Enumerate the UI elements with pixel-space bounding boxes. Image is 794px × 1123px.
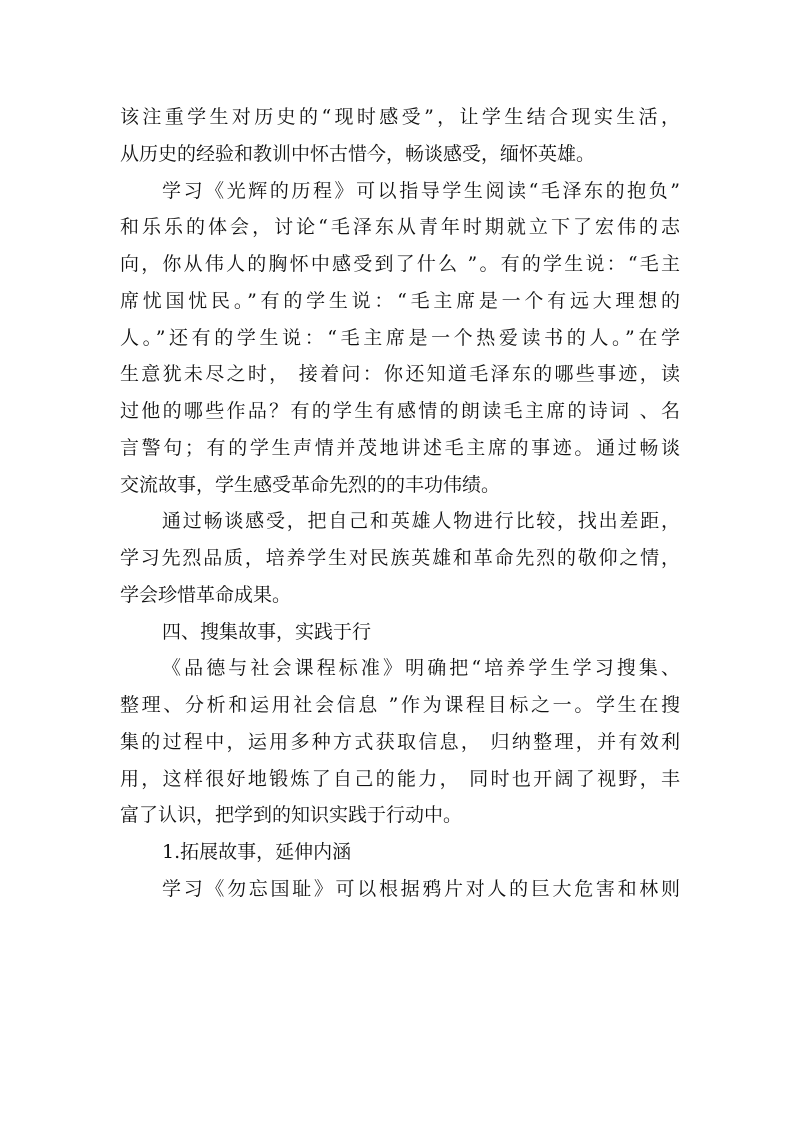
text-line: 向，你从伟人的胸怀中感受到了什么 ”。有的学生说：“毛主 xyxy=(120,253,680,275)
text-line: 学习《勿忘国耻》可以根据鸦片对人的巨大危害和林则 xyxy=(162,877,680,900)
text-line: 言警句；有的学生声情并茂地讲述毛主席的事迹。通过畅谈 xyxy=(120,436,680,459)
text-line: 富了认识，把学到的知识实践于行动中。 xyxy=(120,804,463,827)
text-line: 人。”还有的学生说：“毛主席是一个热爱读书的人。”在学 xyxy=(120,326,680,349)
document-body xyxy=(120,99,680,908)
text-line: 学会珍惜革命成果。 xyxy=(120,583,292,606)
text-line: 从历史的经验和教训中怀古惜今，畅谈感受，缅怀英雄。 xyxy=(120,142,596,165)
text-line: 交流故事，学生感受革命先烈的的丰功伟绩。 xyxy=(120,473,501,496)
subsection-heading: 1.拓展故事，延伸内涵 xyxy=(162,841,352,863)
text-line: 通过畅谈感受，把自己和英雄人物进行比较，找出差距， xyxy=(162,510,680,533)
text-line: 学习先烈品质，培养学生对民族英雄和革命先烈的敬仰之情， xyxy=(120,547,680,569)
section-heading: 四、搜集故事，实践于行 xyxy=(162,620,372,643)
text-line: 该注重学生对历史的“现时感受”，让学生结合现实生活， xyxy=(120,106,680,128)
text-line: 学习《光辉的历程》可以指导学生阅读“毛泽东的抱负” xyxy=(162,179,680,202)
text-line: 《品德与社会课程标准》明确把“培养学生学习搜集、 xyxy=(162,657,680,680)
text-line: 集的过程中，运用多种方式获取信息， 归纳整理，并有效利 xyxy=(120,730,680,753)
text-line: 整理、分析和运用社会信息 ”作为课程目标之一。学生在搜 xyxy=(120,694,680,716)
text-line: 生意犹未尽之时， 接着问：你还知道毛泽东的哪些事迹，读 xyxy=(120,363,680,386)
text-line: 和乐乐的体会，讨论“毛泽东从青年时期就立下了宏伟的志 xyxy=(120,216,680,239)
text-line: 席忧国忧民。”有的学生说：“毛主席是一个有远大理想的 xyxy=(120,289,680,312)
text-line: 用，这样很好地锻炼了自己的能力， 同时也开阔了视野，丰 xyxy=(120,767,680,790)
text-line: 过他的哪些作品？有的学生有感情的朗读毛主席的诗词 、名 xyxy=(120,400,680,422)
